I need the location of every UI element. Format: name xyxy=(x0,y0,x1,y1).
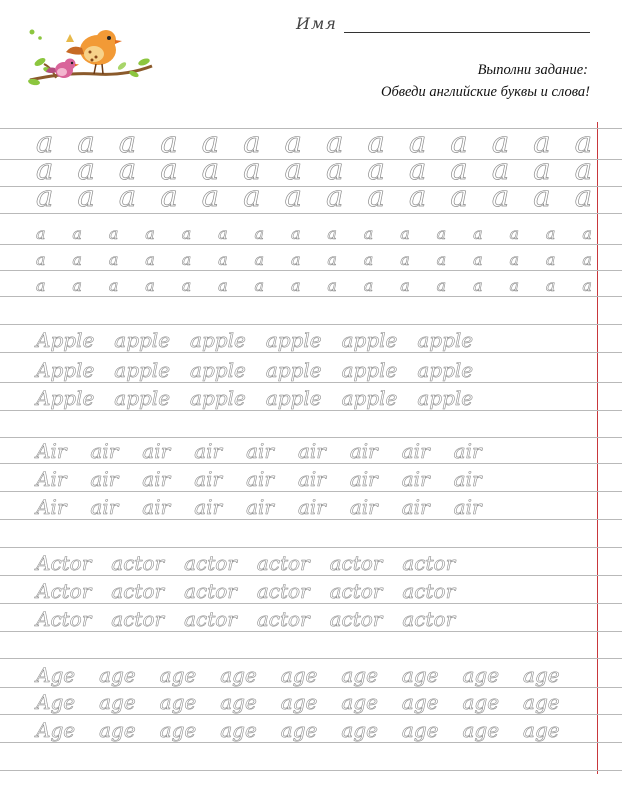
ruling-line xyxy=(0,270,622,271)
tracing-glyph[interactable]: a xyxy=(327,276,337,295)
tracing-glyph[interactable]: age xyxy=(462,690,500,714)
tracing-glyph[interactable]: a xyxy=(509,224,520,243)
tracing-glyph[interactable]: air xyxy=(401,439,430,463)
tracing-glyph[interactable]: Apple xyxy=(36,358,95,382)
tracing-row-actor xyxy=(36,549,592,573)
tracing-glyph[interactable]: a xyxy=(243,179,261,213)
tracing-glyph[interactable]: a xyxy=(450,152,468,186)
tracing-glyph[interactable]: a xyxy=(582,224,592,243)
tracing-glyph[interactable]: a xyxy=(363,276,374,295)
tracing-glyph[interactable]: Age xyxy=(36,663,76,687)
tracing-glyph[interactable]: Actor xyxy=(36,579,92,603)
tracing-glyph[interactable]: apple xyxy=(417,328,474,352)
tracing-glyph[interactable]: air xyxy=(142,495,171,519)
tracing-glyph[interactable]: apple xyxy=(114,386,171,410)
ruling-line xyxy=(0,491,622,492)
ruling-line xyxy=(0,410,622,411)
tracing-glyph[interactable]: a xyxy=(367,125,385,159)
tracing-glyph[interactable]: a xyxy=(284,179,302,213)
tracing-glyph[interactable]: apple xyxy=(190,386,246,410)
tracing-glyph[interactable]: air xyxy=(453,495,482,519)
ruling-line xyxy=(0,382,622,383)
tracing-glyph[interactable]: age xyxy=(220,718,257,742)
tracing-glyph[interactable]: age xyxy=(523,690,560,714)
tracing-glyph[interactable]: actor xyxy=(256,551,310,575)
tracing-glyph[interactable]: apple xyxy=(417,358,474,382)
tracing-glyph[interactable]: age xyxy=(341,663,378,687)
tracing-glyph[interactable]: a xyxy=(363,224,374,243)
tracing-glyph[interactable]: a xyxy=(118,125,137,159)
tracing-glyph[interactable]: a xyxy=(108,250,119,269)
tracing-glyph[interactable]: a xyxy=(72,250,82,269)
tracing-glyph[interactable]: apple xyxy=(190,358,246,382)
tracing-row-age xyxy=(36,688,592,712)
tracing-glyph[interactable]: actor xyxy=(184,579,237,603)
tracing-glyph[interactable]: a xyxy=(327,250,337,269)
tracing-glyph[interactable]: air xyxy=(297,439,326,463)
tracing-glyph[interactable]: Apple xyxy=(36,386,95,410)
tracing-glyph[interactable]: Age xyxy=(36,690,76,714)
tracing-glyph[interactable]: a xyxy=(145,250,155,269)
tracing-glyph[interactable]: age xyxy=(462,663,500,687)
tracing-glyph[interactable]: a xyxy=(36,224,46,243)
tracing-glyph[interactable]: a xyxy=(77,125,95,159)
tracing-glyph[interactable]: air xyxy=(246,495,274,519)
tracing-glyph[interactable]: air xyxy=(194,495,223,519)
ruling-line xyxy=(0,770,622,771)
ruling-line xyxy=(0,519,622,520)
tracing-glyph[interactable]: a xyxy=(181,224,192,243)
tracing-glyph[interactable]: age xyxy=(401,718,439,742)
tracing-glyph[interactable]: a xyxy=(400,276,410,295)
tracing-glyph[interactable]: a xyxy=(218,250,228,269)
tracing-row-lower-a xyxy=(36,224,592,242)
tracing-glyph[interactable]: air xyxy=(194,467,223,491)
tracing-glyph[interactable]: a xyxy=(574,125,592,159)
tracing-glyph[interactable]: a xyxy=(533,179,551,213)
tracing-glyph[interactable]: a xyxy=(533,125,551,159)
tracing-glyph[interactable]: a xyxy=(582,250,592,269)
tracing-row-air xyxy=(36,493,592,517)
tracing-glyph[interactable]: Age xyxy=(36,718,76,742)
tracing-glyph[interactable]: air xyxy=(297,467,326,491)
tracing-glyph[interactable]: age xyxy=(159,718,197,742)
tracing-glyph[interactable]: air xyxy=(142,439,171,463)
tracing-row-age xyxy=(36,661,592,685)
tracing-glyph[interactable]: a xyxy=(436,224,447,243)
tracing-glyph[interactable]: a xyxy=(473,276,483,295)
tracing-glyph[interactable]: air xyxy=(349,467,378,491)
tracing-row-apple xyxy=(36,326,592,350)
tracing-glyph[interactable]: Actor xyxy=(36,551,92,575)
tracing-glyph[interactable]: age xyxy=(220,663,257,687)
tracing-glyph[interactable]: air xyxy=(453,439,482,463)
tracing-glyph[interactable]: a xyxy=(201,125,220,159)
tracing-glyph[interactable]: a xyxy=(473,224,483,243)
tracing-glyph[interactable]: air xyxy=(194,439,223,463)
tracing-glyph[interactable]: air xyxy=(453,467,482,491)
tracing-glyph[interactable]: actor xyxy=(111,607,165,631)
task-title: Выполни задание: xyxy=(477,62,588,78)
tracing-glyph[interactable]: a xyxy=(408,125,427,159)
tracing-glyph[interactable]: a xyxy=(545,250,556,269)
tracing-row-air xyxy=(36,465,592,489)
tracing-glyph[interactable]: actor xyxy=(329,551,383,575)
tracing-glyph[interactable]: a xyxy=(77,152,95,186)
tracing-row-lower-a xyxy=(36,276,592,294)
tracing-glyph[interactable]: a xyxy=(36,179,54,213)
tracing-glyph[interactable]: age xyxy=(341,718,378,742)
tracing-glyph[interactable]: actor xyxy=(111,579,165,603)
tracing-row-actor xyxy=(36,605,592,629)
tracing-glyph[interactable]: age xyxy=(99,718,136,742)
tracing-glyph[interactable]: age xyxy=(99,663,136,687)
tracing-glyph[interactable]: a xyxy=(160,125,178,159)
tracing-glyph[interactable]: Air xyxy=(36,467,67,491)
tracing-glyph[interactable]: Air xyxy=(36,439,67,463)
tracing-glyph[interactable]: a xyxy=(218,276,228,295)
tracing-glyph[interactable]: air xyxy=(142,467,171,491)
tracing-glyph[interactable]: age xyxy=(523,718,560,742)
tracing-glyph[interactable]: a xyxy=(326,125,344,159)
tracing-glyph[interactable]: a xyxy=(36,125,54,159)
tracing-glyph[interactable]: a xyxy=(408,152,427,186)
tracing-glyph[interactable]: age xyxy=(401,663,439,687)
tracing-glyph[interactable]: a xyxy=(108,276,119,295)
tracing-glyph[interactable]: a xyxy=(284,125,302,159)
tracing-glyph[interactable]: apple xyxy=(417,386,474,410)
tracing-glyph[interactable]: a xyxy=(181,276,192,295)
ruling-line xyxy=(0,714,622,715)
tracing-glyph[interactable]: air xyxy=(246,467,274,491)
tracing-glyph[interactable]: a xyxy=(574,152,592,186)
tracing-glyph[interactable]: a xyxy=(118,179,137,213)
tracing-row-age xyxy=(36,716,592,740)
tracing-glyph[interactable]: a xyxy=(367,179,385,213)
tracing-glyph[interactable]: a xyxy=(284,152,302,186)
tracing-glyph[interactable]: actor xyxy=(329,607,383,631)
tracing-glyph[interactable]: apple xyxy=(114,328,171,352)
tracing-glyph[interactable]: a xyxy=(160,152,178,186)
tracing-row-air xyxy=(36,437,592,461)
tracing-glyph[interactable]: a xyxy=(491,125,510,159)
tracing-glyph[interactable]: a xyxy=(72,224,82,243)
tracing-glyph[interactable]: air xyxy=(401,495,430,519)
ruling-line xyxy=(0,742,622,743)
tracing-row-actor xyxy=(36,577,592,601)
tracing-glyph[interactable]: a xyxy=(254,224,265,243)
tracing-glyph[interactable]: a xyxy=(201,179,220,213)
tracing-glyph[interactable]: age xyxy=(280,718,318,742)
tracing-glyph[interactable]: a xyxy=(290,250,301,269)
tracing-glyph[interactable]: a xyxy=(450,125,468,159)
tracing-glyph[interactable]: a xyxy=(145,224,155,243)
tracing-glyph[interactable]: Air xyxy=(36,495,67,519)
ruling-line xyxy=(0,244,622,245)
ruling-line xyxy=(0,296,622,297)
tracing-glyph[interactable]: a xyxy=(545,224,556,243)
tracing-glyph[interactable]: a xyxy=(36,152,54,186)
tracing-glyph[interactable]: a xyxy=(400,250,410,269)
tracing-glyph[interactable]: air xyxy=(349,439,378,463)
ruling-line xyxy=(0,324,622,325)
name-label: Имя xyxy=(296,14,337,33)
ruling-line xyxy=(0,213,622,214)
tracing-glyph[interactable]: a xyxy=(160,179,178,213)
tracing-glyph[interactable]: actor xyxy=(256,607,310,631)
tracing-glyph[interactable]: a xyxy=(36,276,46,295)
tracing-glyph[interactable]: a xyxy=(408,179,427,213)
tracing-glyph[interactable]: air xyxy=(90,495,119,519)
tracing-glyph[interactable]: a xyxy=(108,224,119,243)
tracing-glyph[interactable]: air xyxy=(90,439,119,463)
tracing-glyph[interactable]: a xyxy=(367,152,385,186)
tracing-glyph[interactable]: a xyxy=(201,152,220,186)
tracing-glyph[interactable]: age xyxy=(401,690,439,714)
tracing-glyph[interactable]: a xyxy=(574,179,592,213)
tracing-glyph[interactable]: a xyxy=(436,276,447,295)
tracing-glyph[interactable]: a xyxy=(36,250,46,269)
tracing-glyph[interactable]: a xyxy=(290,224,301,243)
tracing-row-upper-a xyxy=(36,181,592,211)
tracing-glyph[interactable]: apple xyxy=(265,386,322,410)
tracing-glyph[interactable]: a xyxy=(254,276,265,295)
tracing-glyph[interactable]: a xyxy=(450,179,468,213)
tracing-glyph[interactable]: air xyxy=(297,495,326,519)
tracing-glyph[interactable]: actor xyxy=(184,607,237,631)
tracing-glyph[interactable]: apple xyxy=(341,386,398,410)
tracing-glyph[interactable]: actor xyxy=(329,579,383,603)
tracing-row-apple xyxy=(36,356,592,380)
tracing-glyph[interactable]: a xyxy=(545,276,556,295)
ruling-line xyxy=(0,352,622,353)
tracing-glyph[interactable]: age xyxy=(159,663,197,687)
tracing-glyph[interactable]: air xyxy=(90,467,119,491)
tracing-row-lower-a xyxy=(36,250,592,268)
ruling-line xyxy=(0,547,622,548)
tracing-glyph[interactable]: a xyxy=(243,152,261,186)
tracing-glyph[interactable]: a xyxy=(473,250,483,269)
tracing-glyph[interactable]: a xyxy=(533,152,551,186)
tracing-glyph[interactable]: apple xyxy=(265,328,322,352)
tracing-glyph[interactable]: a xyxy=(326,179,344,213)
red-margin-line xyxy=(597,122,598,774)
tracing-glyph[interactable]: age xyxy=(99,690,136,714)
tracing-glyph[interactable]: a xyxy=(181,250,192,269)
tracing-glyph[interactable]: actor xyxy=(402,551,456,575)
tracing-glyph[interactable]: a xyxy=(400,224,410,243)
tracing-glyph[interactable]: age xyxy=(159,690,197,714)
tracing-glyph[interactable]: actor xyxy=(111,551,165,575)
tracing-glyph[interactable]: a xyxy=(363,250,374,269)
tracing-row-apple xyxy=(36,384,592,408)
tracing-glyph[interactable]: a xyxy=(491,152,510,186)
ruling-line xyxy=(0,658,622,659)
tracing-glyph[interactable]: Actor xyxy=(36,607,92,631)
ruling-line xyxy=(0,463,622,464)
tracing-glyph[interactable]: air xyxy=(246,439,274,463)
tracing-glyph[interactable]: age xyxy=(462,718,500,742)
ruling-line xyxy=(0,575,622,576)
tracing-glyph[interactable]: age xyxy=(280,663,318,687)
tracing-glyph[interactable]: a xyxy=(582,276,592,295)
tracing-glyph[interactable]: age xyxy=(280,690,318,714)
tracing-glyph[interactable]: a xyxy=(290,276,301,295)
task-instructions: Обведи английские буквы и слова! xyxy=(381,84,590,100)
tracing-glyph[interactable]: a xyxy=(72,276,82,295)
tracing-glyph[interactable]: a xyxy=(327,224,337,243)
tracing-glyph[interactable]: actor xyxy=(402,579,456,603)
tracing-glyph[interactable]: a xyxy=(254,250,265,269)
tracing-glyph[interactable]: a xyxy=(491,179,510,213)
tracing-glyph[interactable]: air xyxy=(349,495,378,519)
tracing-glyph[interactable]: Apple xyxy=(36,328,95,352)
tracing-glyph[interactable]: a xyxy=(118,152,137,186)
tracing-glyph[interactable]: apple xyxy=(341,358,398,382)
tracing-glyph[interactable]: a xyxy=(218,224,228,243)
tracing-glyph[interactable]: air xyxy=(401,467,430,491)
tracing-glyph[interactable]: a xyxy=(145,276,155,295)
tracing-glyph[interactable]: apple xyxy=(341,328,398,352)
tracing-glyph[interactable]: a xyxy=(509,276,520,295)
ruling-line xyxy=(0,631,622,632)
tracing-glyph[interactable]: a xyxy=(77,179,95,213)
tracing-glyph[interactable]: age xyxy=(341,690,378,714)
tracing-glyph[interactable]: age xyxy=(523,663,560,687)
tracing-glyph[interactable]: actor xyxy=(402,607,456,631)
tracing-glyph[interactable]: a xyxy=(509,250,520,269)
ruling-line xyxy=(0,603,622,604)
tracing-glyph[interactable]: apple xyxy=(265,358,322,382)
tracing-glyph[interactable]: apple xyxy=(190,328,246,352)
tracing-glyph[interactable]: a xyxy=(243,125,261,159)
tracing-glyph[interactable]: apple xyxy=(114,358,171,382)
tracing-glyph[interactable]: actor xyxy=(256,579,310,603)
tracing-glyph[interactable]: age xyxy=(220,690,257,714)
tracing-glyph[interactable]: a xyxy=(326,152,344,186)
tracing-glyph[interactable]: a xyxy=(436,250,447,269)
tracing-glyph[interactable]: actor xyxy=(184,551,237,575)
